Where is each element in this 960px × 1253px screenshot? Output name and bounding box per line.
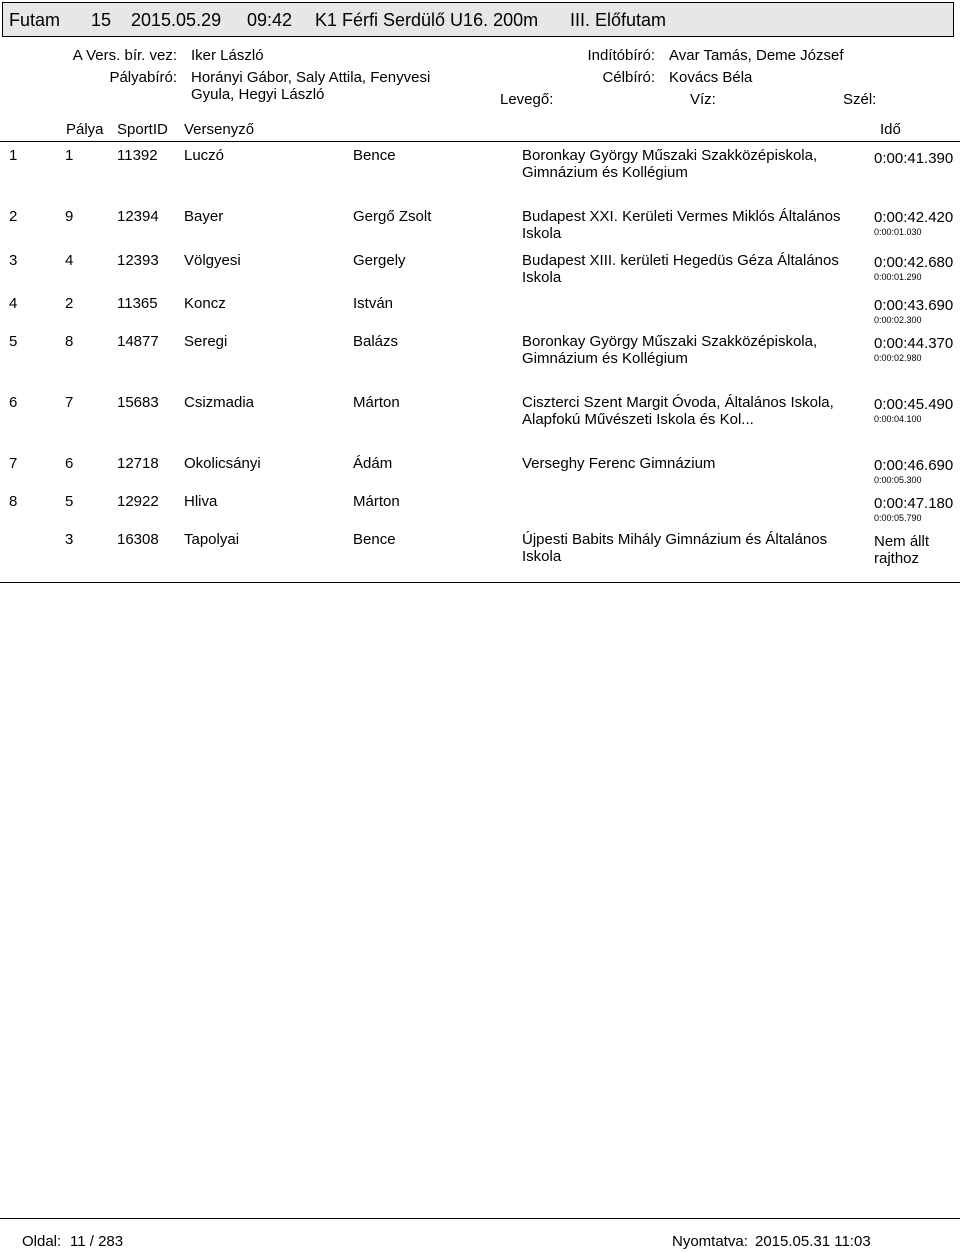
time-gap: 0:00:04.100 [874, 414, 922, 424]
sport-id: 12394 [117, 208, 159, 225]
place: 8 [9, 493, 18, 510]
palyabiro-label: Pályabíró: [109, 69, 177, 86]
lane: 9 [65, 208, 74, 225]
time-gap: 0:00:02.300 [874, 315, 922, 325]
club: Ciszterci Szent Margit Óvoda, Általános Iskola, Alapfokú Művészeti Iskola és Kol... [522, 394, 834, 428]
sport-id: 12718 [117, 455, 159, 472]
race-phase: III. Előfutam [570, 10, 667, 30]
time-gap: 0:00:01.290 [874, 272, 922, 282]
result-time: 0:00:45.490 [874, 396, 954, 413]
vers-biro-value: Iker László [191, 47, 264, 64]
result-time: 0:00:41.390 [874, 150, 954, 167]
race-title-bar [2, 2, 954, 37]
first-name: Márton [353, 493, 400, 510]
race-date: 2015.05.29 [131, 10, 222, 30]
viz-label: Víz: [690, 91, 716, 108]
first-name: Márton [353, 394, 400, 411]
palyabiro-value-line1: Horányi Gábor, Saly Attila, Fenyvesi [191, 69, 431, 86]
page-number: 11 / 283 [70, 1233, 124, 1250]
first-name: Bence [353, 531, 396, 548]
result-time: 0:00:44.370 [874, 335, 954, 352]
first-name: Gergő Zsolt [353, 208, 432, 225]
result-time: 0:00:47.180 [874, 495, 954, 512]
inditobiro-label: Indítóbíró: [587, 47, 655, 64]
result-time: 0:00:42.680 [874, 254, 954, 271]
column-header-palya: Pálya [66, 121, 104, 138]
result-time: 0:00:46.690 [874, 457, 954, 474]
place: 3 [9, 252, 18, 269]
last-name: Luczó [184, 147, 225, 164]
celbiro-value: Kovács Béla [669, 69, 753, 86]
place: 4 [9, 295, 18, 312]
column-header-sportid: SportID [117, 121, 168, 138]
last-name: Tapolyai [184, 531, 240, 548]
sport-id: 12922 [117, 493, 159, 510]
vers-biro-label: A Vers. bír. vez: [72, 47, 177, 64]
result-status: Nem állt rajthoz [874, 533, 930, 567]
lane: 5 [65, 493, 74, 510]
table-bottom-divider [0, 582, 960, 583]
club: Budapest XIII. kerületi Hegedüs Géza Általános Iskola [522, 252, 839, 286]
footer-divider [0, 1218, 960, 1219]
inditobiro-value: Avar Tamás, Deme József [669, 47, 844, 64]
lane: 4 [65, 252, 74, 269]
club: Boronkay György Műszaki Szakközépiskola, Gimnázium és Kollégium [522, 147, 818, 181]
futam-number: 15 [91, 10, 112, 30]
result-time: 0:00:43.690 [874, 297, 954, 314]
lane: 1 [65, 147, 74, 164]
lane: 6 [65, 455, 74, 472]
sport-id: 11392 [117, 147, 158, 164]
celbiro-label: Célbíró: [602, 69, 655, 86]
sport-id: 14877 [117, 333, 159, 350]
first-name: Bence [353, 147, 396, 164]
lane: 2 [65, 295, 74, 312]
club: Verseghy Ferenc Gimnázium [522, 455, 716, 472]
time-gap: 0:00:01.030 [874, 227, 922, 237]
lane: 8 [65, 333, 74, 350]
column-header-ido: Idő [880, 121, 901, 138]
last-name: Koncz [184, 295, 226, 312]
last-name: Seregi [184, 333, 228, 350]
first-name: Balázs [353, 333, 399, 350]
place: 2 [9, 208, 18, 225]
szel-label: Szél: [843, 91, 877, 108]
first-name: Gergely [353, 252, 406, 269]
last-name: Okolicsányi [184, 455, 261, 472]
page-label: Oldal: [22, 1233, 62, 1250]
sport-id: 11365 [117, 295, 158, 312]
race-event: K1 Férfi Serdülő U16. 200m [315, 10, 539, 30]
first-name: Ádám [353, 455, 393, 472]
club: Újpesti Babits Mihály Gimnázium és Általános Iskola [522, 531, 828, 565]
printed-label: Nyomtatva: [672, 1233, 748, 1250]
club: Budapest XXI. Kerületi Vermes Miklós Általános Iskola [522, 208, 841, 242]
place: 1 [9, 147, 18, 164]
result-time: 0:00:42.420 [874, 209, 954, 226]
header-divider [0, 141, 960, 142]
first-name: István [353, 295, 394, 312]
palyabiro-value-line2: Gyula, Hegyi László [191, 86, 325, 103]
lane: 3 [65, 531, 74, 548]
last-name: Hliva [184, 493, 218, 510]
time-gap: 0:00:02.980 [874, 353, 922, 363]
time-gap: 0:00:05.300 [874, 475, 922, 485]
race-time: 09:42 [247, 10, 293, 30]
place: 5 [9, 333, 18, 350]
levego-label: Levegő: [500, 91, 554, 108]
lane: 7 [65, 394, 74, 411]
club: Boronkay György Műszaki Szakközépiskola, Gimnázium és Kollégium [522, 333, 818, 367]
printed-timestamp: 2015.05.31 11:03 [755, 1233, 871, 1250]
sport-id: 12393 [117, 252, 159, 269]
column-header-versenyzo: Versenyző [184, 121, 255, 138]
time-gap: 0:00:05.790 [874, 513, 922, 523]
place: 7 [9, 455, 18, 472]
sport-id: 15683 [117, 394, 159, 411]
place: 6 [9, 394, 18, 411]
sport-id: 16308 [117, 531, 159, 548]
futam-label: Futam [9, 10, 61, 30]
last-name: Bayer [184, 208, 224, 225]
last-name: Völgyesi [184, 252, 241, 269]
last-name: Csizmadia [184, 394, 255, 411]
